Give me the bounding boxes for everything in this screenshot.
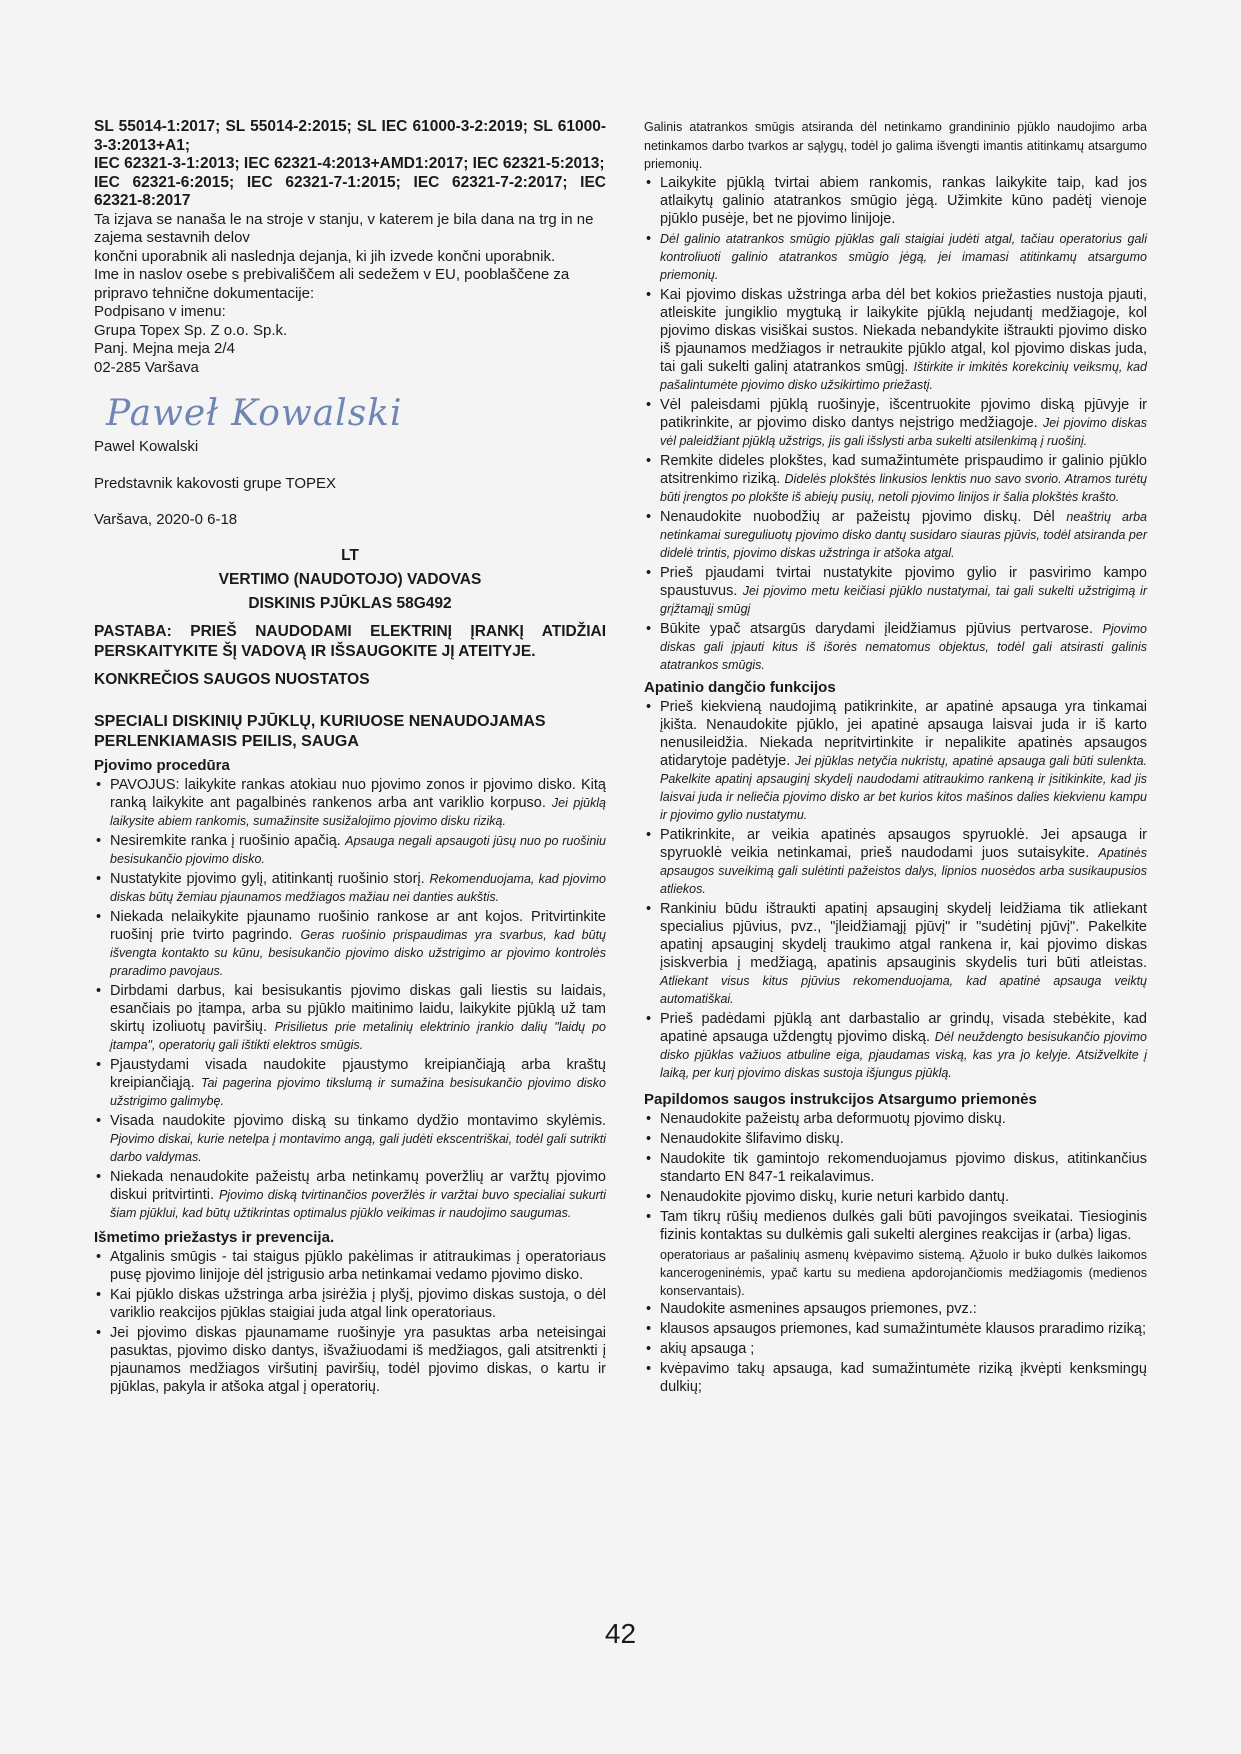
list-item: • kvėpavimo takų apsauga, kad sumažintumėte riziką įkvėpti kenksmingų dulkių; <box>644 1360 1147 1396</box>
list-item: • Kai pjovimo diskas užstringa arba dėl bet kokios priežasties nustoja pjauti, atleiskite jungiklio mygtuką ir laikykite pjūklą nejudantį medžiagoje, kol pjovimo diskas visiškai sustos. Niekada nebandykite ištraukti pjovimo disko iš pjaunamos medžiagos ir netraukite pjūklo atgal, kol pjovimo diskas juda, tai gali sukelti galinį atatrankos smūgį. Ištirkite ir imkitės korekcinių veiksmų, kad pašalintumėte pjovimo disko užsikirtimo priežastį. <box>644 286 1147 394</box>
list-item: • Naudokite tik gamintojo rekomenduojamus pjovimo diskus, atitinkančius standarto EN 847-1 reikalavimus. <box>644 1150 1147 1186</box>
list-item: • Jei pjovimo diskas pjaunamame ruošinyje yra pasuktas arba neteisingai pasuktas, pjovimo disko dantys, išvažiuodami iš medžiagos, gali atsitrenkti į pjaunamos medžiagos viršutinį paviršių, todėl pjovimo diskas, o kartu ir pjūklas, pakyla ir atšoka atgal į operatorių. <box>94 1324 606 1396</box>
list-item: • Nustatykite pjovimo gylį, atitinkantį ruošinio storį. Rekomenduojama, kad pjovimo diskas būtų žemiau pjaunamos medžiagos mažiau nei danties aukštis. <box>94 870 606 906</box>
standards-line: IEC 62321-6:2015; IEC 62321-7-1:2015; IEC 62321-7-2:2017; IEC 62321-8:2017 <box>94 173 606 209</box>
list-item: • Rankiniu būdu ištraukti apatinį apsauginį skydelį leidžiama tik atliekant specialius pjūvius, pvz., "įleidžiamąjį pjūvį" ir "sudėtinį pjūvį". Pakelkite apatinį apsauginį skydelį traukimo atgal rankena ir, kai pjovimo diskas įsiskverbia į medžiagą, apatinis apsauginis skydelis turi būti atleistas. Atliekant visus kitus pjūvius rekomenduojama, kad apatinė apsauga veiktų automatiškai. <box>644 900 1147 1008</box>
company-city: 02-285 Varšava <box>94 358 199 376</box>
list-item: • akių apsauga ; <box>644 1340 1147 1358</box>
lower-guard-heading: Apatinio dangčio funkcijos <box>644 678 836 696</box>
list-item: • Visada naudokite pjovimo diską su tinkamo dydžio montavimo skylėmis. Pjovimo diskai, kurie netelpa į montavimo angą, gali judėti ekscentriškai, todėl gali sutrikti darbo valdymas. <box>94 1112 606 1166</box>
place-date: Varšava, 2020-0 6-18 <box>94 511 238 528</box>
page-number: 42 <box>604 1618 637 1649</box>
list-item: • Prieš padėdami pjūklą ant darbastalio ar grindų, visada stebėkite, kad apatinė apsauga uždengtų pjovimo diską. Dėl neuždengto besisukančio pjovimo disko pjūklas važiuos atbuline eiga, pjaudamas viską, kas yra jo kelyje. Atsižvelkite į laiką, per kurį pjovimo diskas sustoja išjungus pjūklą. <box>644 1010 1147 1082</box>
list-item: • Laikykite pjūklą tvirtai abiem rankomis, rankas laikykite taip, kad jos atlaikytų galinio atatrankos smūgio jėgą. Užimkite kūno padėtį vienoje pjūklo pusėje, bet ne pjovimo linijoje. <box>644 174 1147 228</box>
list-item: • Remkite dideles plokštes, kad sumažintumėte prispaudimo ir galinio pjūklo atsitrenkimo riziką. Didelės plokštės linkusios lenktis nuo savo svorio. Atramos turėtų būti įrengtos po plokšte iš abiejų pusių, netoli pjovimo linijos ir šalia plokštės krašto. <box>644 452 1147 506</box>
right-column <box>644 118 1147 1398</box>
extra-safety-heading: Papildomos saugos instrukcijos Atsargumo priemonės <box>644 1090 1037 1108</box>
kickback-prevention-list <box>644 174 1147 674</box>
list-item: • Kai pjūklo diskas užstringa arba įsirėžia į plyšį, pjovimo diskas sustoja, o dėl variklio reakcijos pjūklas staigiai juda atgal link operatoriaus. <box>94 1286 606 1322</box>
read-manual-notice: PASTABA: PRIEŠ NAUDODAMI ELEKTRINĮ ĮRANKĮ ATIDŽIAI PERSKAITYKITE ŠĮ VADOVĄ IR IŠSAUGOKITE JĮ ATEITYJE. <box>94 622 606 660</box>
ppe-list <box>644 1300 1147 1396</box>
list-item: • Prieš kiekvieną naudojimą patikrinkite, ar apatinė apsauga yra tinkamai įkišta. Nenaudokite pjūklo, jei apatinė apsauga laisvai juda ir iš karto nenusileidžia. Niekada nepritvirtinkite ir nepalikite apatinės apsaugos atidarytoje padėtyje. Jei pjūklas netyčia nukristų, apatinė apsauga gali būti sulenkta. Pakelkite apatinį apsauginį skydelį naudodami atitraukimo rankeną ir įsitikinkite, kad jis laisvai juda ir neliečia pjovimo disko ar bet kurios kitos mašinos dalies kiekvienu kampu ir pjovimo gylio nustatymu. <box>644 698 1147 824</box>
special-safety-heading: SPECIALI DISKINIŲ PJŪKLŲ, KURIUOSE NENAUDOJAMAS PERLENKIAMASIS PEILIS, SAUGA <box>94 712 546 750</box>
company-name: Grupa Topex Sp. Z o.o. Sp.k. <box>94 321 288 339</box>
list-item: • Patikrinkite, ar veikia apatinės apsaugos spyruoklė. Jei apsauga ir spyruoklė veikia netinkamai, prieš naudodami juos sutaisykite. Apatinės apsaugos suveikimą gali sulėtinti pažeistos dalys, lipnios nuosėdos arba susikaupusios atliekos. <box>644 826 1147 898</box>
list-item: • Niekada nelaikykite pjaunamo ruošinio rankose ar ant kojos. Pritvirtinkite ruošinį prie tvirto pagrindo. Geras ruošinio prispaudimas yra svarbus, kad būtų išvengta kontakto su kūnu, besisukančio pjovimo disko užstrigimo ar pjovimo kontrolės praradimo pavojaus. <box>94 908 606 980</box>
signer-title: Predstavnik kakovosti grupe TOPEX <box>94 474 337 492</box>
cutting-procedure-heading: Pjovimo procedūra <box>94 756 230 774</box>
extra-safety-list <box>644 1110 1147 1244</box>
list-item: • PAVOJUS: laikykite rankas atokiau nuo pjovimo zonos ir pjovimo disko. Kitą ranką laikykite ant pagalbinės rankenos arba ant variklio korpuso. Jei pjūklą laikysite abiem rankomis, sumažinsite susižalojimo pjovimo disku riziką. <box>94 776 606 830</box>
kickback-heading: Išmetimo priežastys ir prevencija. <box>94 1228 335 1246</box>
list-item: • Nenaudokite nuobodžių ar pažeistų pjovimo diskų. Dėl neaštrių arba netinkamai sureguliuotų pjovimo disko dantų susidaro siauras pjūvis, todėl atsiranda per didelė trintis, pjovimo diskas užstringa ir atšoka atgal. <box>644 508 1147 562</box>
list-item: • Dėl galinio atatrankos smūgio pjūklas gali staigiai judėti atgal, tačiau operatorius gali kontroliuoti galinio atatrankos smūgio jėgą, jei imamasi atitinkamų atsargumo priemonių. <box>644 230 1147 284</box>
declaration-text: Ta izjava se nanaša le na stroje v stanju, v katerem je bila dana na trg in ne zajema sestavnih delov <box>94 210 594 246</box>
list-item: • Tam tikrų rūšių medienos dulkės gali būti pavojingos sveikatai. Tiesioginis fizinis kontaktas su dulkėmis gali sukelti alergines reakcijas ir (arba) ligas. <box>644 1208 1147 1244</box>
handwritten-signature: Paweł Kowalski <box>106 393 403 434</box>
list-item: • Nenaudokite šlifavimo diskų. <box>644 1130 1147 1148</box>
standards-line: IEC 62321-3-1:2013; IEC 62321-4:2013+AMD1:2017; IEC 62321-5:2013; <box>94 155 605 172</box>
list-item: • Dirbdami darbus, kai besisukantis pjovimo diskas gali liestis su laidais, esančiais po įtampa, arba su pjūklo maitinimo laidu, laikykite pjūklą už tam skirtų izoliuotų paviršių. Prisilietus prie metalinių elektrinio įrankio dalių "laidų po įtampa", operatorių gali ištikti elektros smūgis. <box>94 982 606 1054</box>
list-item: • Atgalinis smūgis - tai staigus pjūklo pakėlimas ir atitraukimas į operatoriaus pusę pjovimo linijoje dėl įstrigusio arba netinkamai vedamo pjovimo disko. <box>94 1248 606 1284</box>
list-item: • Pjaustydami visada naudokite pjaustymo kreipiančiąją arba kraštų kreipiančiąją. Tai pagerina pjovimo tikslumą ir sumažina besisukančio pjovimo disko užstrigimo galimybę. <box>94 1056 606 1110</box>
signer-name: Pawel Kowalski <box>94 438 199 455</box>
list-item: • Nesiremkite ranka į ruošinio apačią. Apsauga negali apsaugoti jūsų nuo po ruošiniu besisukančio pjovimo disko. <box>94 832 606 868</box>
lower-guard-list <box>644 698 1147 1082</box>
left-column <box>94 118 606 1398</box>
declaration-text: končni uporabnik ali naslednja dejanja, ki jih izvede končni uporabnik. <box>94 247 556 265</box>
list-item: • Vėl paleisdami pjūklą ruošinyje, išcentruokite pjovimo diską pjūvyje ir patikrinkite, ar pjovimo disko dantys neįstrigo medžiagoje. Jei pjovimo diskas vėl paleidžiant pjūklą užstrigs, jis gali išslysti arba sukelti atsilenkimą į ruošinį. <box>644 396 1147 450</box>
declaration-text: Podpisano v imenu: <box>94 303 226 320</box>
cutting-procedure-list <box>94 776 606 1222</box>
dust-note: operatoriaus ar pašalinių asmenų kvėpavimo sistemą. Ąžuolo ir buko dulkės laikomos kancerogeninėmis, ypač kartu su mediena apdorojančiomis medžiagomis (medienos konservantais). <box>660 1247 1147 1298</box>
kickback-list <box>94 1248 606 1396</box>
product-title: DISKINIS PJŪKLAS 58G492 <box>248 594 452 612</box>
list-item: • Nenaudokite pjovimo diskų, kurie neturi karbido dantų. <box>644 1188 1147 1206</box>
language-code: LT <box>341 546 359 564</box>
list-item: • Nenaudokite pažeistų arba deformuotų pjovimo diskų. <box>644 1110 1147 1128</box>
specific-safety-heading: KONKREČIOS SAUGOS NUOSTATOS <box>94 670 370 688</box>
list-item: • Niekada nenaudokite pažeistų arba netinkamų poveržlių ar varžtų pjovimo diskui pritvirtinti. Pjovimo diską tvirtinančios poveržlės ir varžtai buvo specialiai sukurti šiam pjūklui, kad būtų užtikrintas optimalus pjūklo veikimas ir naudojimo saugumas. <box>94 1168 606 1222</box>
list-item: • Prieš pjaudami tvirtai nustatykite pjovimo gylio ir pasvirimo kampo spaustuvus. Jei pjovimo metu keičiasi pjūklo nustatymai, tai gali sukelti užstrigimą ir grįžtamąjį smūgį <box>644 564 1147 618</box>
company-address: Panj. Mejna meja 2/4 <box>94 340 235 357</box>
manual-title: VERTIMO (NAUDOTOJO) VADOVAS <box>218 570 482 588</box>
declaration-text: Ime in naslov osebe s prebivališčem ali sedežem v EU, pooblaščene za pripravo tehnične dokumentacije: <box>94 266 570 302</box>
kickback-intro: Galinis atatrankos smūgis atsiranda dėl netinkamo grandininio pjūklo naudojimo arba netinkamos darbo tvarkos ar sąlygų, todėl jo galima išvengti imantis atitinkamų atsargumo priemonių. <box>644 120 1147 171</box>
standards-line: SL 55014-1:2017; SL 55014-2:2015; SL IEC 61000-3-2:2019; SL 61000-3-3:2013+A1; <box>94 118 606 154</box>
list-item: • klausos apsaugos priemones, kad sumažintumėte klausos praradimo riziką; <box>644 1320 1147 1338</box>
list-item: • Būkite ypač atsargūs darydami įleidžiamus pjūvius pertvarose. Pjovimo diskas gali įpjauti kitus iš išorės nematomus objektus, todėl gali atsirasti galinis atatrankos smūgis. <box>644 620 1147 674</box>
list-item: • Naudokite asmenines apsaugos priemones, pvz.: <box>644 1300 1147 1318</box>
